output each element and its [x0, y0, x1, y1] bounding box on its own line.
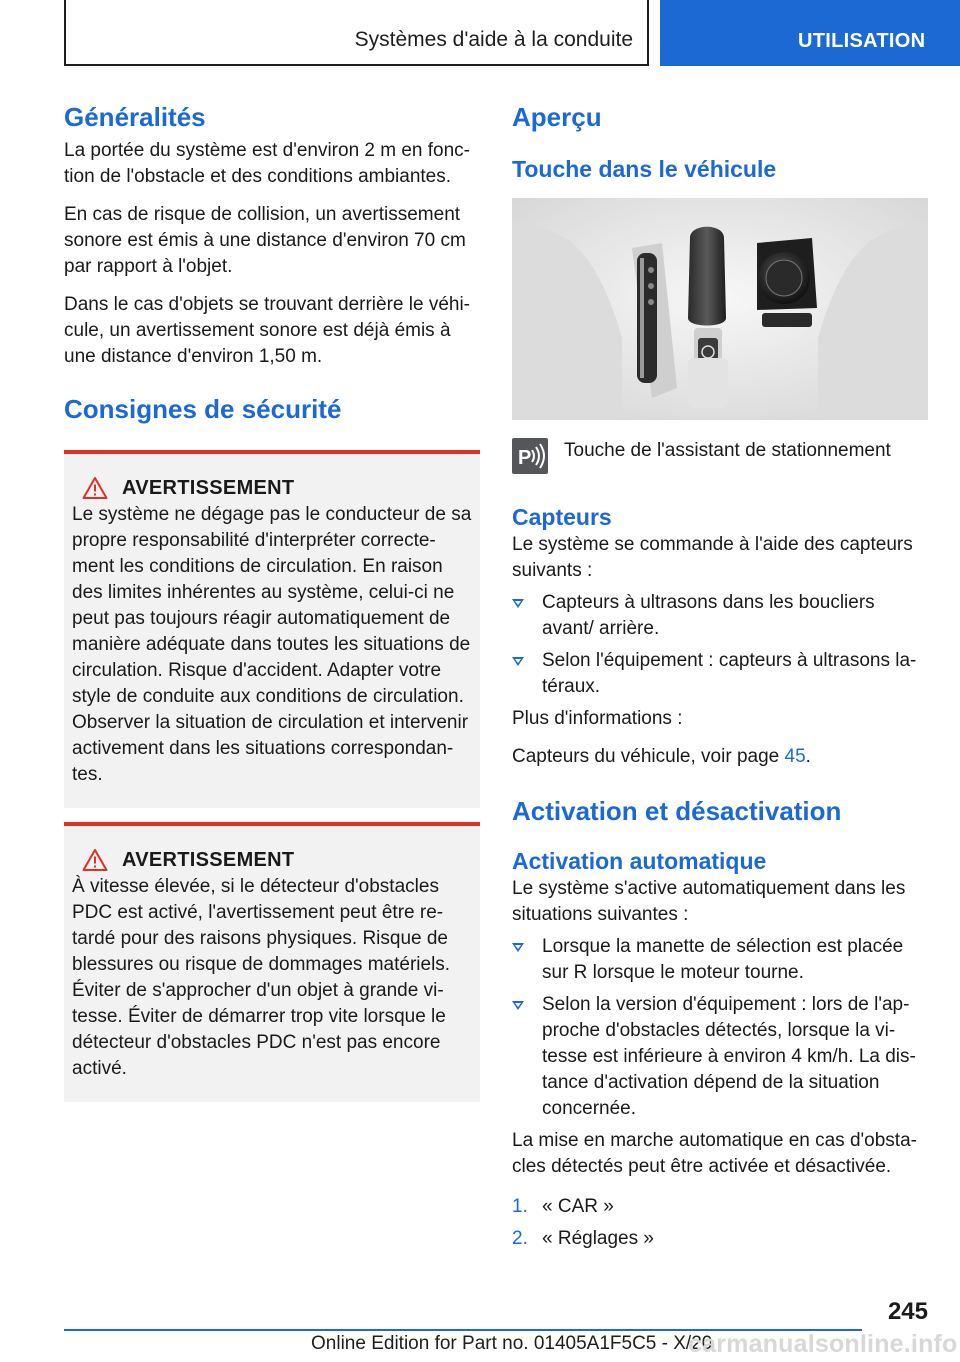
sensor-list — [512, 590, 928, 700]
page-reference — [512, 744, 928, 770]
watermark: carmanualsonline.info — [688, 1330, 958, 1358]
warning-text: À vitesse élevée, si le détecteur d'obstacles PDC est activé, l'avertissement peut être re‐tardé pour des raisons physiques. Risque de blessures ou risque de dommages matériels. Éviter de s'approcher d'un objet à grande vi‐tesse. Éviter de démarrer trop vite lorsque le détecteur d'obstacles PDC n'est pas encore activé. — [72, 876, 451, 1079]
paragraph: Plus d'informations : — [512, 708, 683, 729]
bullet-triangle-icon — [512, 1001, 524, 1010]
section-tab-label: UTILISATION — [798, 30, 926, 52]
heading-activation: Activation et désactivation — [512, 796, 842, 826]
list-item-text: Selon la version d'équipement : lors de l'ap‐proche d'obstacles détectés, lorsque la vi‐tesse est inférieure à environ 4 km/h. La dis‐tance d'activation dépend de la situation concernée. — [542, 994, 916, 1119]
warning-triangle-icon — [82, 848, 108, 872]
page-number: 245 — [887, 1298, 928, 1325]
step-text: « Réglages » — [542, 1228, 654, 1249]
warning-triangle-icon — [82, 476, 108, 500]
step-item — [512, 1194, 928, 1220]
step-number: 1. — [512, 1196, 528, 1217]
list-item — [512, 590, 928, 642]
reference-end: . — [805, 746, 811, 767]
center-console-illustration — [512, 198, 928, 420]
list-item — [512, 648, 928, 700]
page-header — [0, 0, 960, 66]
heading-apercu: Aperçu — [512, 102, 602, 132]
list-item-text: Capteurs à ultrasons dans les boucliers avant/ arrière. — [542, 592, 875, 639]
bullet-triangle-icon — [512, 599, 524, 608]
list-item — [512, 992, 928, 1122]
step-number: 2. — [512, 1228, 528, 1249]
warning-box — [64, 450, 480, 808]
left-column — [64, 100, 480, 1102]
parking-assist-row — [512, 438, 928, 474]
bullet-triangle-icon — [512, 657, 524, 666]
step-item — [512, 1226, 928, 1252]
parking-assist-button-icon[interactable] — [512, 438, 548, 474]
right-column — [512, 100, 928, 1258]
subheading-capteurs: Capteurs — [512, 504, 612, 530]
paragraph: Le système se commande à l'aide des capteurs suivants : — [512, 534, 913, 581]
parking-assist-caption: Touche de l'assistant de stationnement — [564, 440, 891, 461]
warning-header — [72, 476, 472, 500]
steps-list — [512, 1194, 928, 1252]
bullet-triangle-icon — [512, 943, 524, 952]
warning-title: AVERTISSEMENT — [122, 848, 295, 871]
warning-box — [64, 822, 480, 1102]
list-item-text: Selon l'équipement : capteurs à ultrasons la‐téraux. — [542, 650, 917, 697]
paragraph: La portée du système est d'environ 2 m en fonc‐tion de l'obstacle et des conditions ambiantes. — [64, 140, 471, 187]
svg-text:P: P — [518, 447, 532, 469]
list-item-text: Lorsque la manette de sélection est placée sur R lorsque le moteur tourne. — [542, 936, 904, 983]
edition-text: Online Edition for Part no. 01405A1F5C5 - X/20 — [311, 1333, 713, 1354]
paragraph: Dans le cas d'objets se trouvant derrière le véhi‐cule, un avertissement sonore est déjà émis à une distance d'environ 1,50 m. — [64, 294, 470, 367]
step-text: « CAR » — [542, 1196, 614, 1217]
paragraph: La mise en marche automatique en cas d'obsta‐cles détectés peut être activée et désactivée. — [512, 1130, 917, 1177]
warning-text: Le système ne dégage pas le conducteur de sa propre responsabilité d'interpréter correcte‐ment les conditions de circulation. En raison des limites inhérentes au système, celui-ci ne peut pas toujours réagir automatiquement de manière adéquate dans toutes les situations de circulation. Risque d'accident. Adapter votre style de conduite aux conditions de circulation. Observer la situation de circulation et intervenir activement dans les situations correspondan‐tes. — [72, 504, 472, 785]
heading-consignes-securite: Consignes de sécurité — [64, 394, 342, 424]
paragraph: Le système s'active automatiquement dans les situations suivantes : — [512, 878, 906, 925]
center-console-photo — [512, 198, 928, 420]
chapter-box — [64, 0, 649, 66]
list-item — [512, 934, 928, 986]
warning-title: AVERTISSEMENT — [122, 476, 295, 499]
page-link[interactable]: 45 — [784, 746, 806, 767]
subheading-touche-vehicule: Touche dans le véhicule — [512, 156, 777, 182]
paragraph: En cas de risque de collision, un avertissement sonore est émis à une distance d'environ 70 cm par rapport à l'objet. — [64, 204, 466, 277]
heading-generalites: Généralités — [64, 102, 206, 132]
chapter-title: Systèmes d'aide à la conduite — [354, 28, 633, 51]
section-tab[interactable] — [660, 0, 960, 66]
reference-text: Capteurs du véhicule, voir page — [512, 746, 785, 767]
warning-header — [72, 848, 472, 872]
activation-list — [512, 934, 928, 1122]
subheading-activation-auto: Activation automatique — [512, 848, 767, 874]
